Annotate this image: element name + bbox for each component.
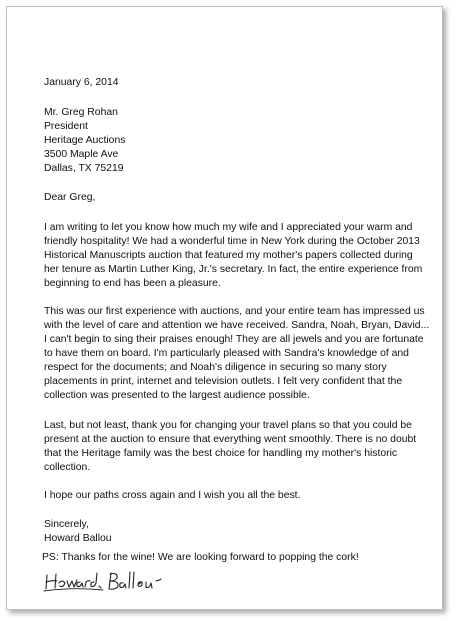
recipient-street: 3500 Maple Ave [44,149,119,160]
paragraph-line: that the Heritage family was the best choice for handling my mother's historic [44,448,398,459]
paragraph-line: collection was presented to the largest audience possible. [44,390,310,401]
paragraph-line: her tenure as Martin Luther King, Jr.'s secretary. In fact, the entire experience from [44,264,423,275]
paragraph-line: present at the auction to ensure that everything went smoothly. There is no doubt [44,434,417,445]
paragraph-line: collection. [44,462,91,473]
paragraph-line: Historical Manuscripts auction that featured my mother's papers collected during [44,250,413,261]
paragraph-line: I am writing to let you know how much my wife and I appreciated your warm and [44,222,413,233]
letter-date: January 6, 2014 [44,77,119,88]
recipient-title: President [44,121,88,132]
recipient-name: Mr. Greg Rohan [44,107,118,118]
paragraph-line: beginning to end has been a pleasure. [44,278,221,289]
postscript: PS: Thanks for the wine! We are looking forward to popping the cork! [42,552,359,563]
paragraph-line: respect for the documents; and Noah's diligence in securing so many story [44,362,387,373]
paragraph-line: Last, but not least, thank you for changing your travel plans so that you could be [44,420,412,431]
sender-name: Howard Ballou [44,533,112,544]
paragraph-line: friendly hospitality! We had a wonderful time in New York during the October 2013 [44,236,420,247]
recipient-company: Heritage Auctions [44,135,126,146]
salutation: Dear Greg, [44,192,96,203]
paragraph-line: This was our first experience with auctions, and your entire team has impressed us [44,306,425,317]
recipient-city: Dallas, TX 75219 [44,163,124,174]
paragraph-line: placements in print, internet and television outlets. I felt very confident that the [44,376,403,387]
letter-page [6,6,443,610]
paragraph-line: with the level of care and attention we have received. Sandra, Noah, Bryan, David... [44,320,430,331]
paragraph-line: I hope our paths cross again and I wish you all the best. [44,490,301,501]
paragraph-line: to have them on board. I'm particularly pleased with Sandra's knowledge of and [44,348,409,359]
paragraph-line: I can't begin to sing their praises enough! They are all jewels and you are fortunate [44,334,424,345]
handwritten-signature [43,567,173,597]
closing: Sincerely, [44,519,89,530]
